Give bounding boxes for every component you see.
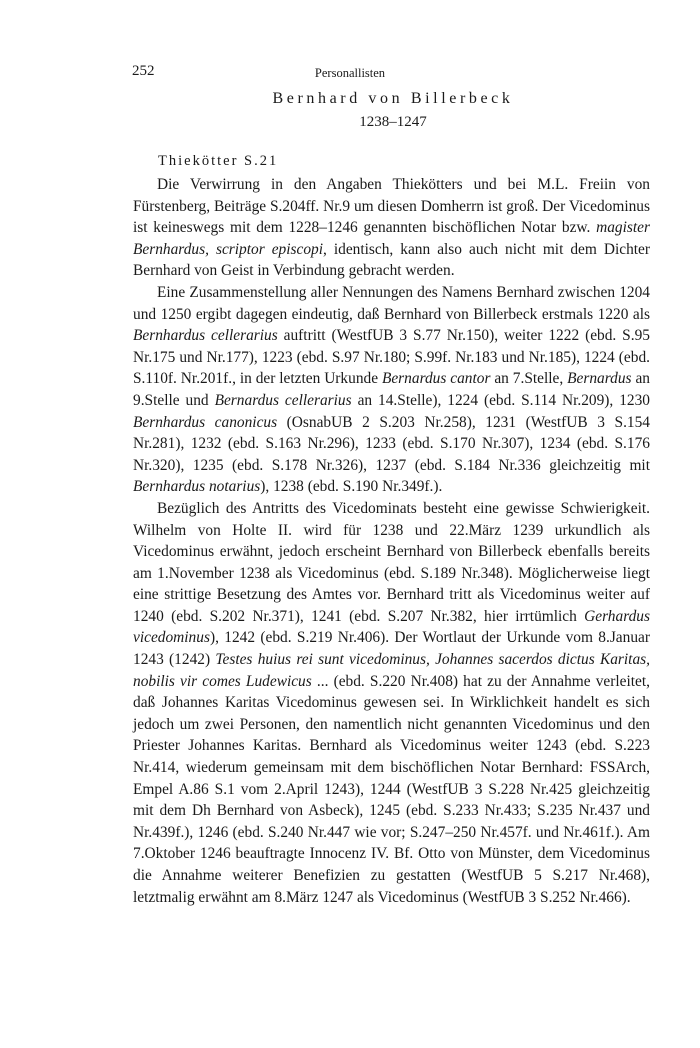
italic-citation: Bernardus cantor bbox=[381, 370, 491, 388]
italic-citation: Testes huius rei sunt vicedominus, Johannes sacerdos dictus Karitas, nobilis vir comes Ludewicus bbox=[133, 651, 650, 690]
text-run: Eine Zusammenstellung aller Nennungen des Namens Bernhard zwischen 1204 und 1250 ergibt dagegen eindeutig, daß Bernhard von Billerbeck erstmals 1220 als bbox=[133, 283, 650, 323]
entry-name-heading: Bernhard von Billerbeck bbox=[272, 90, 514, 107]
italic-citation: Bernhardus canonicus bbox=[133, 413, 278, 431]
body-paragraph bbox=[133, 498, 650, 908]
page-number: 252 bbox=[132, 63, 155, 79]
running-head: Personallisten bbox=[314, 66, 386, 80]
text-run: ... (ebd. S.220 Nr.408) hat zu der Annahme verleitet, daß Johannes Karitas Vicedominus gewesen sei. In Wirklichkeit handelt es sich jedoch um zwei Personen, den namentlich nicht genannten Vicedominus und den Priester Johannes Karitas. Bernhard als Vicedominus weiter 1243 (ebd. S.223 Nr.414, wiederum gemeinsam mit dem bischöflichen Notar Bernhard: FSSArch, Empel A.86 S.1 vom 2.April 1243), 1244 (WestfUB 3 S.228 Nr.425 gleichzeitig mit dem Dh Bernhard von Asbeck), 1245 (ebd. S.233 Nr.433; S.235 Nr.437 und Nr.439f.), 1246 (ebd. S.240 Nr.447 wie vor; S.247–250 Nr.457f. und Nr.461f.). Am 7.Oktober 1246 beauftragte Innocenz IV. Bf. Otto von Münster, dem Vicedominus die Annahme weiterer Benefizien zu gestatten (WestfUB 5 S.217 Nr.468), letztmalig erwähnt am 8.März 1247 als Vicedominus (WestfUB 3 S.252 Nr.466). bbox=[133, 672, 650, 906]
text-run: an 14.Stelle), 1224 (ebd. S.114 Nr.209), 1230 bbox=[351, 391, 650, 409]
text-run: Die Verwirrung in den Angaben Thiekötters und bei M.L. Freiin von Fürstenberg, Beiträge S.204ff. Nr.9 um diesen Domherrn ist groß. Der Vicedominus ist keineswegs mit dem 1228–1246 genannten bischöflichen Notar bzw. bbox=[133, 176, 650, 237]
italic-citation: Bernhardus notarius bbox=[133, 478, 261, 496]
source-reference: Thiekötter S.21 bbox=[158, 153, 279, 169]
italic-citation: Bernardus cellerarius bbox=[214, 391, 352, 409]
text-run: auftritt (WestfUB 3 S.77 Nr.150), weiter 1222 (ebd. S.95 Nr.175 und Nr.177), 1223 (ebd. S.97 Nr.180; S.99f. Nr.183 und Nr.185), 1224 (ebd. S.110f. Nr.201f., in der letzten Urkunde bbox=[133, 327, 650, 388]
italic-citation: magister Bernhardus, scriptor episcopi bbox=[133, 219, 650, 258]
text-run: (OsnabUB 2 S.203 Nr.258), 1231 (WestfUB 3 S.154 Nr.281), 1232 (ebd. S.163 Nr.296), 1233 (ebd. S.170 Nr.307), 1234 (ebd. S.176 Nr.320), 1235 (ebd. S.178 Nr.326), 1237 (ebd. S.184 Nr.336 gleichzeitig mit bbox=[133, 413, 651, 474]
text-run: ), 1242 (ebd. S.219 Nr.406). Der Wortlaut der Urkunde vom 8.Januar 1243 (1242) bbox=[133, 629, 650, 669]
body-paragraph bbox=[133, 174, 650, 282]
text-run: , identisch, kann also auch nicht mit dem Dichter Bernhard von Geist in Verbindung gebracht werden. bbox=[133, 240, 650, 280]
body-text bbox=[133, 174, 650, 908]
text-run: an 7.Stelle, bbox=[490, 370, 568, 388]
text-run: an 9.Stelle und bbox=[133, 370, 650, 409]
text-run: ), 1238 (ebd. S.190 Nr.349f.). bbox=[260, 478, 443, 496]
body-paragraph bbox=[133, 282, 650, 498]
text-run: Bezüglich des Antritts des Vicedominats besteht eine gewisse Schwierigkeit. Wilhelm von Holte II. wird für 1238 und 22.März 1239 urkundlich als Vicedominus erwähnt, jedoch erscheint Bernhard von Billerbeck ebenfalls bereits am 1.November 1238 als Vicedominus (ebd. S.189 Nr.348). Möglicherweise liegt eine strittige Besetzung des Amtes vor. Bernhard tritt als Vicedominus weiter auf 1240 (ebd. S.202 Nr.371), 1241 (ebd. S.207 Nr.382, hier irrtümlich bbox=[133, 499, 650, 625]
italic-citation: Bernardus bbox=[567, 370, 632, 388]
italic-citation: Bernhardus cellerarius bbox=[133, 327, 278, 345]
italic-citation: Gerhardus vicedominus bbox=[133, 607, 650, 647]
entry-years: 1238–1247 bbox=[359, 114, 427, 130]
